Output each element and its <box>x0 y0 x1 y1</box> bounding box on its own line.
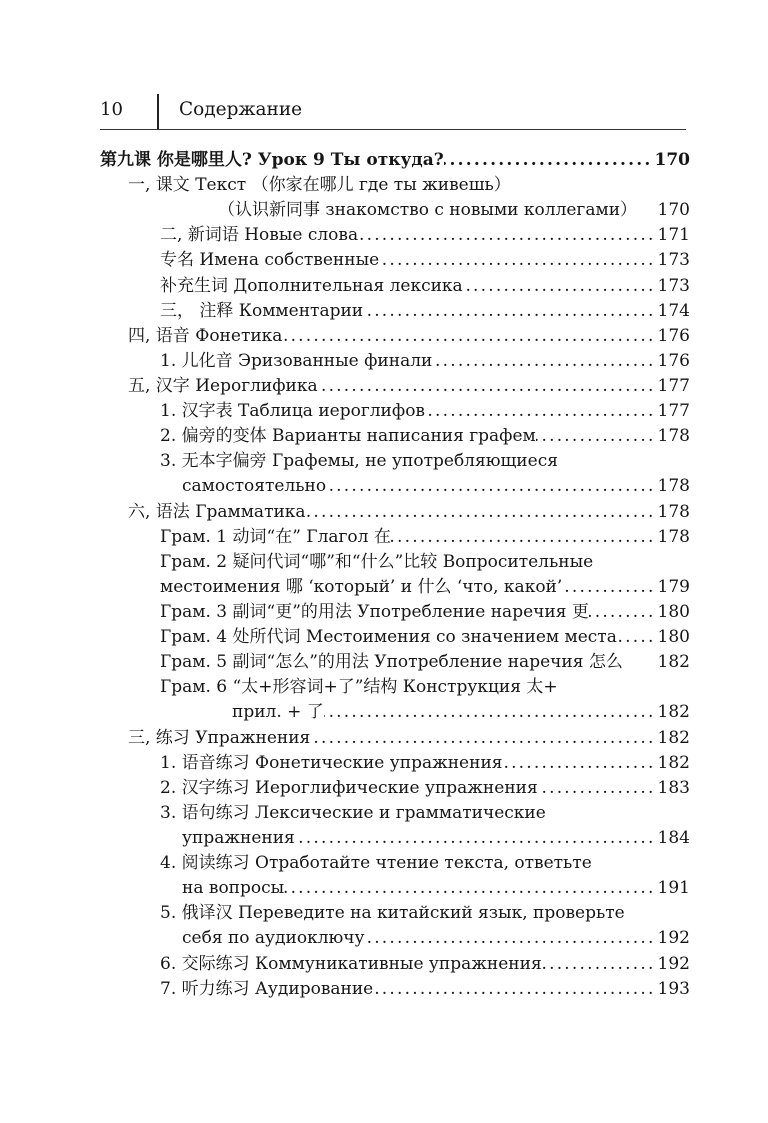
toc-entry-grammar-6-cont <box>100 700 690 725</box>
toc-entry-exercise-characters <box>100 776 690 801</box>
toc-dot-leader <box>358 223 657 248</box>
toc-entry-title: 专名 Имена собственные <box>160 250 380 271</box>
toc-entry-comments <box>100 299 690 324</box>
toc-entry-title: 一, 课文 Текст （你家在哪儿 где ты живешь） <box>128 175 511 196</box>
toc-page-number: 177 <box>657 375 690 396</box>
toc-entry-exercise-listening <box>100 977 690 1002</box>
toc-entry-proper-names <box>100 248 690 273</box>
toc-entry-dependent-graphemes <box>100 449 690 474</box>
toc-page-number: 180 <box>657 601 690 622</box>
toc-page-number: 182 <box>657 727 690 748</box>
toc-entry-title: 1. 语音练习 Фонетические упражнения <box>160 752 503 773</box>
toc-page-number: 178 <box>657 426 690 447</box>
toc-dot-leader <box>503 751 658 776</box>
toc-page-number: 183 <box>657 777 690 798</box>
toc-page-number: 178 <box>657 526 690 547</box>
toc-page-number: 193 <box>657 978 690 999</box>
toc-dot-leader <box>536 424 658 449</box>
toc-entry-title: 五, 汉字 Иероглифика <box>128 375 318 396</box>
toc-dot-leader <box>589 600 658 625</box>
toc-entry-title: Грам. 2 疑问代词“哪”和“什么”比较 Вопросительные <box>160 551 594 572</box>
toc-dot-leader <box>463 274 658 299</box>
toc-page-number: 180 <box>657 627 690 648</box>
toc-dot-leader <box>295 826 658 851</box>
toc-entry-title: Грам. 3 副词“更”的用法 Употребление наречия 更 <box>160 601 589 622</box>
page-number: 10 <box>100 99 123 120</box>
header-divider <box>157 94 159 129</box>
toc-entry-exercise-phonetic <box>100 751 690 776</box>
toc-entry-character-table <box>100 399 690 424</box>
toc-page-number: 192 <box>657 928 690 949</box>
toc-dot-leader <box>363 299 657 324</box>
toc-entry-title: （认识新同事 знакомство с новыми коллегами） <box>218 200 638 221</box>
toc-dot-leader <box>282 324 657 349</box>
toc-entry-title: 6. 交际练习 Коммуникативные упражнения <box>160 953 542 974</box>
toc-page-number: 184 <box>657 827 690 848</box>
toc-page-number: 182 <box>657 652 690 673</box>
toc-entry-phonetics <box>100 324 690 349</box>
toc-entry-title: 三， 注释 Комментарии <box>160 300 364 321</box>
toc-entry-grammar-6 <box>100 675 690 700</box>
toc-dot-leader <box>425 399 658 424</box>
toc-dot-leader <box>432 349 657 374</box>
table-of-contents <box>100 148 690 1002</box>
toc-entry-grammar-3 <box>100 600 690 625</box>
toc-page-number: 174 <box>657 300 690 321</box>
toc-dot-leader <box>538 776 658 801</box>
toc-entry-title: 六, 语法 Грамматика <box>128 501 306 522</box>
toc-dot-leader <box>310 726 657 751</box>
toc-page-number: 179 <box>657 576 690 597</box>
toc-entry-exercise-translation <box>100 901 690 926</box>
toc-entry-grammar <box>100 500 690 525</box>
toc-entry-grammar-2-cont <box>100 575 690 600</box>
toc-dot-leader <box>542 952 658 977</box>
toc-entry-exercise-lexical <box>100 801 690 826</box>
toc-entry-grapheme-variants <box>100 424 690 449</box>
toc-entry-exercises <box>100 726 690 751</box>
toc-entry-title: 4. 阅读练习 Отработайте чтение текста, ответьте <box>160 853 592 874</box>
toc-entry-exercise-communicative <box>100 952 690 977</box>
toc-page-number: 173 <box>657 275 690 296</box>
toc-page-number: 178 <box>657 501 690 522</box>
toc-entry-title: 1. 汉字表 Таблица иероглифов <box>160 401 425 422</box>
toc-dot-leader <box>318 374 658 399</box>
toc-entry-grammar-5 <box>100 650 690 675</box>
toc-entry-title: Грам. 5 副词“怎么”的用法 Употребление наречия 怎么 <box>160 652 623 673</box>
toc-entry-grammar-1 <box>100 525 690 550</box>
toc-entry-dependent-graphemes-cont <box>100 474 690 499</box>
toc-page-number: 170 <box>654 150 690 170</box>
toc-entry-title: 补充生词 Дополнительная лексика <box>160 275 463 296</box>
toc-entry-title: упражнения <box>182 827 295 848</box>
toc-entry-title: 二, 新词语 Новые слова <box>160 225 359 246</box>
toc-page-number: 178 <box>657 476 690 497</box>
toc-entry-title: 三, 练习 Упражнения <box>128 727 311 748</box>
toc-entry-title: прил. + 了 <box>232 702 324 723</box>
toc-entry-lesson-9 <box>100 148 690 173</box>
toc-entry-exercise-translation-cont <box>100 926 690 951</box>
toc-dot-leader <box>324 700 658 725</box>
toc-dot-leader <box>617 625 658 650</box>
toc-page-number: 182 <box>657 702 690 723</box>
toc-entry-title: 1. 儿化音 Эризованные финали <box>160 350 433 371</box>
toc-entry-new-words <box>100 223 690 248</box>
toc-dot-leader <box>284 876 657 901</box>
toc-dot-leader <box>562 575 657 600</box>
toc-page-number: 171 <box>657 225 690 246</box>
toc-entry-erization <box>100 349 690 374</box>
toc-entry-characters <box>100 374 690 399</box>
toc-entry-title: самостоятельно <box>182 476 327 497</box>
header-rule <box>100 129 686 130</box>
toc-entry-title: 7. 听力练习 Аудирование <box>160 978 374 999</box>
toc-entry-title: 3. 无本字偏旁 Графемы, не употребляющиеся <box>160 451 558 472</box>
toc-entry-title: 四, 语音 Фонетика <box>128 325 283 346</box>
toc-dot-leader <box>365 926 658 951</box>
toc-dot-leader <box>444 148 655 173</box>
toc-entry-exercise-lexical-cont <box>100 826 690 851</box>
toc-page-number: 173 <box>657 250 690 271</box>
toc-page-number: 170 <box>657 200 690 221</box>
toc-entry-title: местоимения 哪 ‘который’ и 什么 ‘что, какой’ <box>160 576 563 597</box>
toc-entry-title: 2. 汉字练习 Иероглифические упражнения <box>160 777 538 798</box>
toc-entry-exercise-reading-cont <box>100 876 690 901</box>
toc-entry-title: 5. 俄译汉 Переведите на китайский язык, проверьте <box>160 903 625 924</box>
toc-entry-exercise-reading <box>100 851 690 876</box>
toc-entry-title: 2. 偏旁的变体 Варианты написания графем <box>160 426 536 447</box>
toc-entry-title: 3. 语句练习 Лексические и грамматические <box>160 802 546 823</box>
toc-page-number: 176 <box>657 350 690 371</box>
toc-page-number: 176 <box>657 325 690 346</box>
toc-dot-leader <box>373 977 657 1002</box>
toc-entry-title: на вопросы <box>182 878 285 899</box>
toc-entry-title: Грам. 4 处所代词 Местоимения со значением места <box>160 627 617 648</box>
running-title: Содержание <box>179 99 303 120</box>
toc-entry-grammar-4 <box>100 625 690 650</box>
toc-entry-title: Грам. 1 动词“在” Глагол 在 <box>160 526 391 547</box>
toc-entry-title: себя по аудиоключу <box>182 928 365 949</box>
toc-entry-text-subtitle <box>100 198 690 223</box>
toc-dot-leader <box>326 474 657 499</box>
toc-page-number: 177 <box>657 401 690 422</box>
toc-dot-leader <box>306 500 658 525</box>
toc-dot-leader <box>391 525 658 550</box>
toc-dot-leader <box>379 248 657 273</box>
toc-page-number: 192 <box>657 953 690 974</box>
toc-entry-text <box>100 173 690 198</box>
toc-entry-title: Грам. 6 “太+形容词+了”结构 Конструкция 太+ <box>160 677 558 698</box>
toc-page-number: 182 <box>657 752 690 773</box>
toc-entry-title: 第九课 你是哪里人? Урок 9 Ты откуда? <box>100 150 444 170</box>
toc-page-number: 191 <box>657 878 690 899</box>
toc-entry-supplementary-vocabulary <box>100 274 690 299</box>
toc-entry-grammar-2 <box>100 550 690 575</box>
